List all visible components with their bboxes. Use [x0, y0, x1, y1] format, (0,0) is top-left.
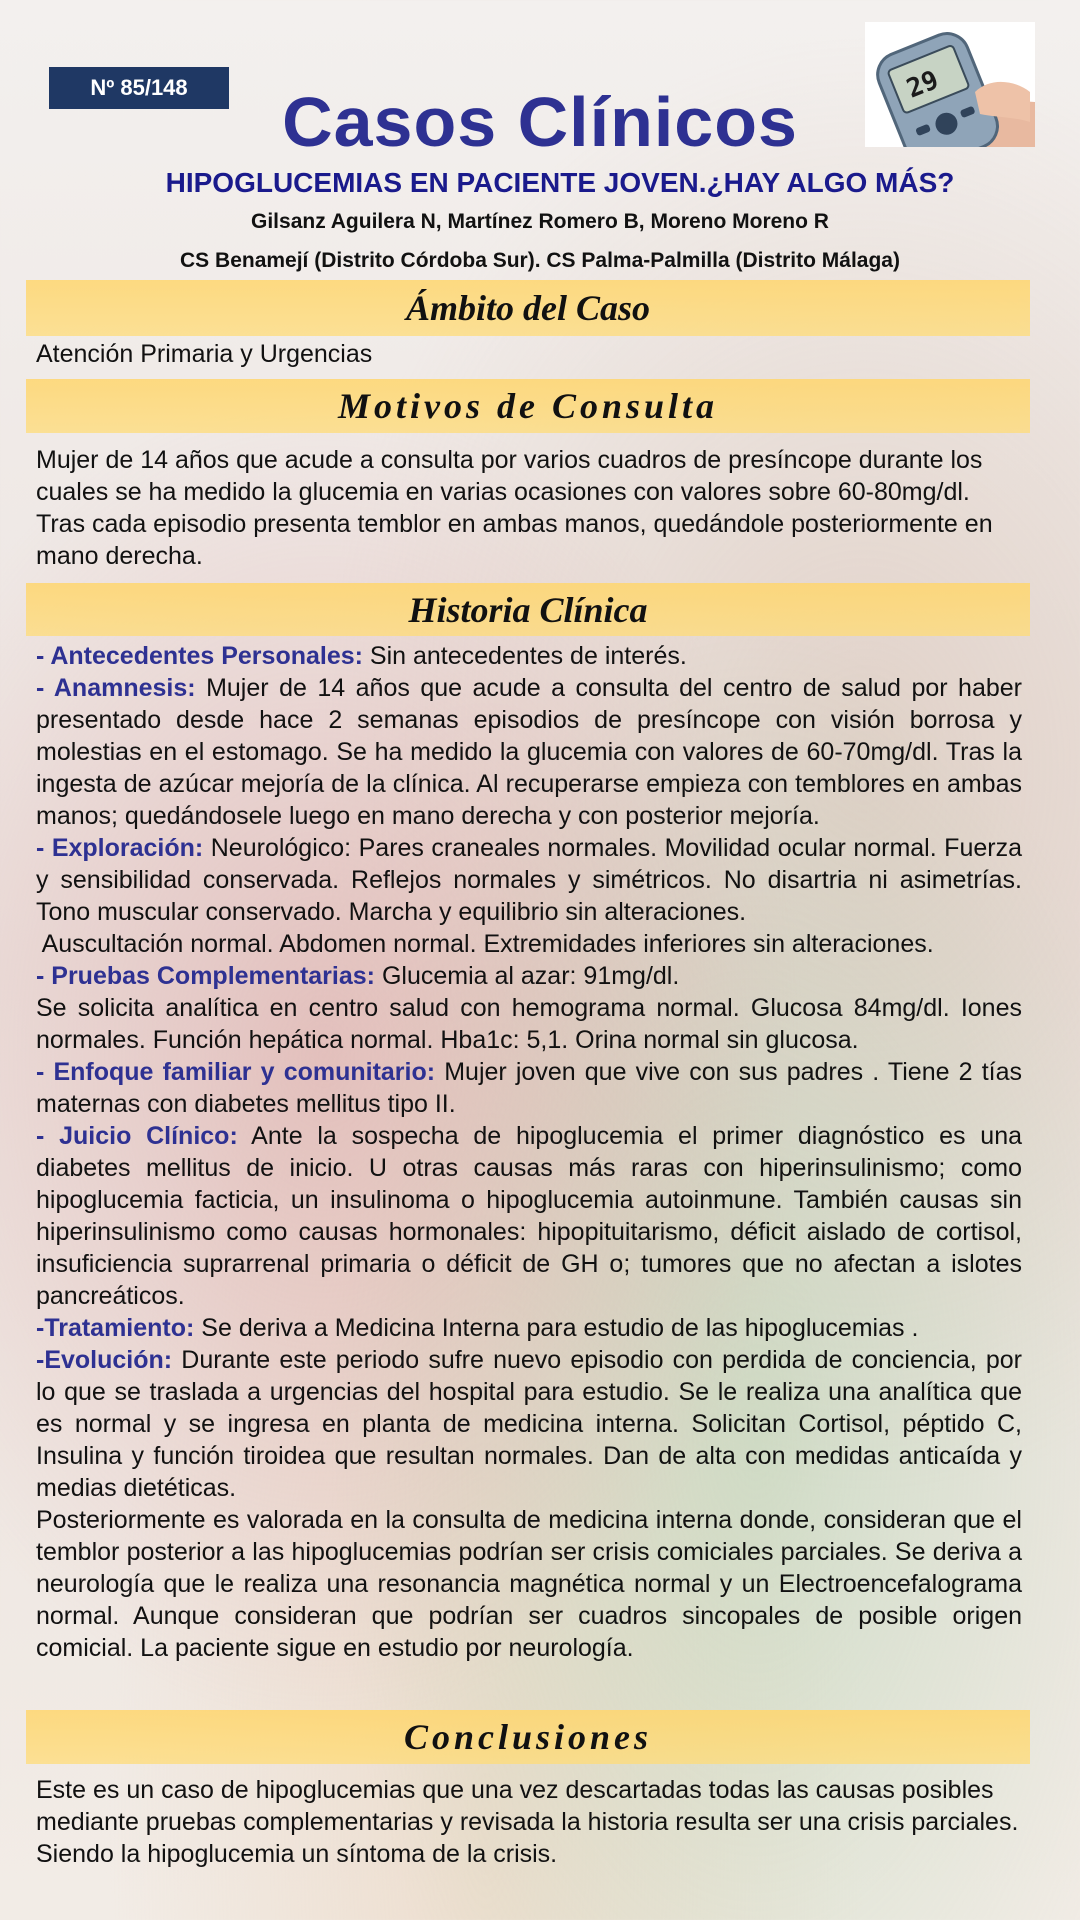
case-subtitle: HIPOGLUCEMIAS EN PACIENTE JOVEN.¿HAY ALGO MÁS? [165, 167, 955, 198]
historia-item [36, 640, 1022, 672]
authors-line: Gilsanz Aguilera N, Martínez Romero B, Moreno Moreno R [251, 210, 829, 233]
item-text: Posteriormente es valorada en la consulta de medicina interna donde, consideran que el temblor posterior a las hipoglucemias podrían ser crisis comiciales parciales. Se deriva a neurología que le realiza una resonancia magnética normal y un Electroencefalograma normal. Aunque consideran que podrían ser cuadros sincopales de posible origen comicial. La paciente sigue en estudio por neurología. [36, 1506, 1022, 1662]
section-heading-conclusiones: Conclusiones [26, 1710, 1030, 1764]
item-label: - Enfoque familiar y comunitario: [36, 1058, 436, 1086]
ambito-text: Atención Primaria y Urgencias [36, 340, 373, 368]
item-label: - Exploración: [36, 834, 204, 862]
historia-item [36, 1312, 1022, 1344]
item-text: Se deriva a Medicina Interna para estudio de las hipoglucemias . [194, 1314, 919, 1342]
item-text: Mujer joven que vive con sus padres . Tiene 2 tías maternas con diabetes mellitus tipo II. [36, 1058, 1022, 1118]
motivos-text: Mujer de 14 años que acude a consulta por varios cuadros de presíncope durante los cuales se ha medido la glucemia en varias ocasiones con valores sobre 60-80mg/dl. Tras cada episodio presenta temblor en ambas manos, quedándole posteriormente en mano derecha. [36, 446, 993, 570]
item-label: - Anamnesis: [36, 674, 196, 702]
item-label: -Evolución: [36, 1346, 173, 1374]
item-text: Auscultación normal. Abdomen normal. Extremidades inferiores sin alteraciones. [36, 930, 934, 958]
section-heading-ambito: Ámbito del Caso [26, 280, 1030, 336]
historia-item [36, 1344, 1022, 1504]
section-heading-motivos: Motivos de Consulta [26, 379, 1030, 433]
historia-item [36, 1120, 1022, 1312]
glucometer-reading: 29 [902, 64, 943, 105]
page-title: Casos Clínicos [282, 83, 798, 161]
item-text: Neurológico: Pares craneales normales. Movilidad ocular normal. Fuerza y sensibilidad conservada. Reflejos normales y simétricos. No disartria ni asimetrías. Tono muscular conservado. Marcha y equilibrio sin alteraciones. [36, 834, 1022, 926]
item-text: Durante este periodo sufre nuevo episodio con perdida de conciencia, por lo que se traslada a urgencias del hospital para estudio. Se le realiza una analítica que es normal y se ingresa en planta de medicina interna. Solicitan Cortisol, péptido C, Insulina y función tiroidea que resultan normales. Dan de alta con medidas anticaída y medias dietéticas. [36, 1346, 1022, 1502]
item-label: - Antecedentes Personales: [36, 642, 363, 670]
historia-body [36, 640, 1022, 1664]
conclusiones-text: Este es un caso de hipoglucemias que una vez descartadas todas las causas posibles mediante pruebas complementarias y revisada la historia resulta ser una crisis parciales. Siendo la hipoglucemia un síntoma de la crisis. [36, 1776, 1019, 1868]
historia-item [36, 1504, 1022, 1664]
historia-item [36, 928, 1022, 960]
historia-item [36, 992, 1022, 1056]
centers-line: CS Benamejí (Distrito Córdoba Sur). CS Palma-Palmilla (Distrito Málaga) [180, 249, 900, 272]
item-text: Se solicita analítica en centro salud con hemograma normal. Glucosa 84mg/dl. Iones normales. Función hepática normal. Hba1c: 5,1. Orina normal sin glucosa. [36, 994, 1022, 1054]
item-label: - Juicio Clínico: [36, 1122, 238, 1150]
historia-item [36, 960, 1022, 992]
section-heading-historia: Historia Clínica [26, 583, 1030, 636]
historia-item [36, 1056, 1022, 1120]
item-text: Sin antecedentes de interés. [362, 642, 687, 670]
item-text: Glucemia al azar: 91mg/dl. [375, 962, 680, 990]
case-number-badge: Nº 85/148 [49, 67, 229, 109]
item-text: Mujer de 14 años que acude a consulta del centro de salud por haber presentado desde hace 2 semanas episodios de presíncope con visión borrosa y molestias en el estomago. Se ha medido la glucemia con valores de 60-70mg/dl. Tras la ingesta de azúcar mejoría de la clínica. Al recuperarse empieza con temblores en ambas manos; quedándosele luego en mano derecha y con posterior mejoría. [36, 674, 1022, 830]
item-text: Ante la sospecha de hipoglucemia el primer diagnóstico es una diabetes mellitus de inicio. U otras causas más raras con hiperinsulinismo; como hipoglucemia facticia, un insulinoma o hipoglucemia autoinmune. También causas sin hiperinsulinismo como causas hormonales: hipopituitarismo, déficit aislado de cortisol, insuficiencia suprarrenal primaria o déficit de GH o; tumores que no afectan a islotes pancreáticos. [36, 1122, 1023, 1310]
item-label: -Tratamiento: [36, 1314, 195, 1342]
item-label: - Pruebas Complementarias: [36, 962, 375, 990]
historia-item [36, 672, 1022, 832]
historia-item [36, 832, 1022, 928]
